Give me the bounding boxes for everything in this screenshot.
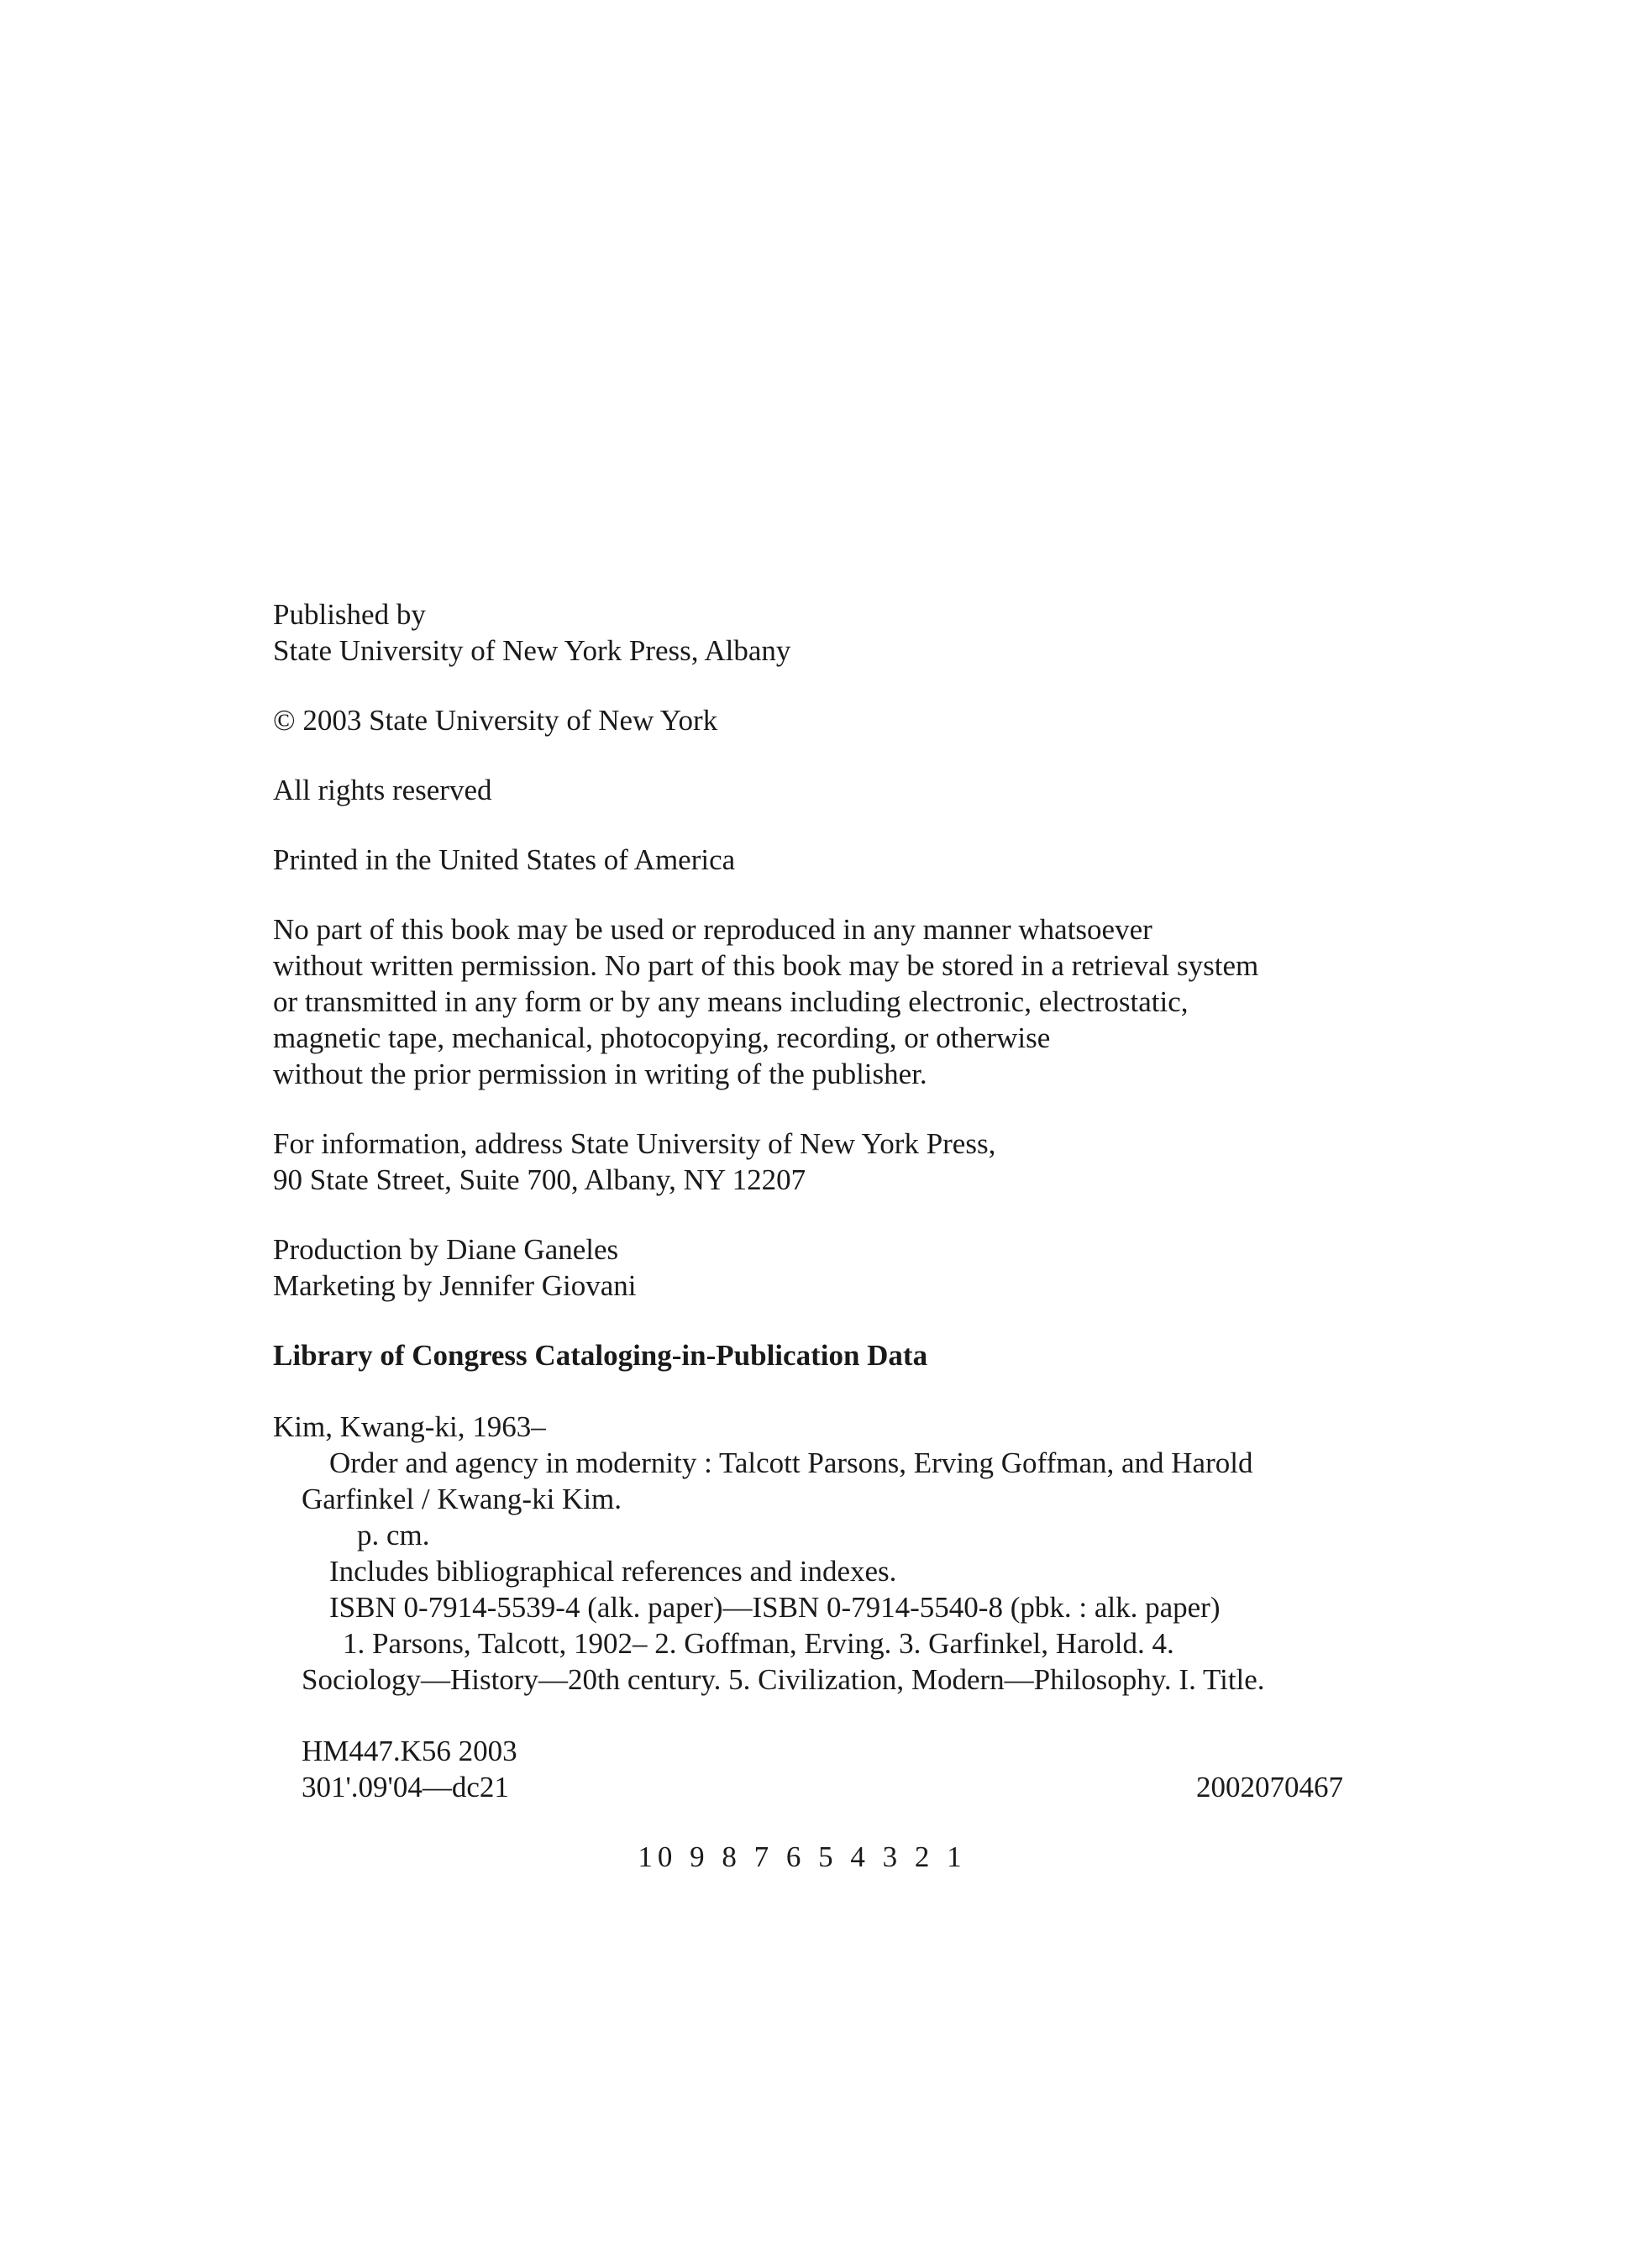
information-section	[273, 1126, 1382, 1198]
published-by-label: Published by	[273, 598, 426, 631]
call-numbers	[273, 1733, 1343, 1805]
publisher-name: State University of New York Press, Albany	[273, 634, 791, 667]
permission-notice	[273, 911, 1382, 1092]
publisher-section	[273, 596, 1382, 669]
copyright-notice: © 2003 State University of New York	[273, 704, 718, 737]
dewey-number: 301'.09'04—dc21	[302, 1771, 509, 1803]
cip-pages: p. cm.	[357, 1519, 430, 1551]
cip-author: Kim, Kwang-ki, 1963–	[273, 1410, 546, 1443]
cip-heading: Library of Congress Cataloging-in-Publication Data	[273, 1339, 928, 1372]
cip-record	[273, 1409, 1382, 1698]
permission-line: without written permission. No part of this book may be stored in a retrieval system	[273, 949, 1259, 982]
permission-line: without the prior permission in writing of the publisher.	[273, 1058, 927, 1090]
address-line: 90 State Street, Suite 700, Albany, NY 12207	[273, 1163, 806, 1196]
printed-in: Printed in the United States of America	[273, 843, 736, 876]
cip-title-continued: Garfinkel / Kwang-ki Kim.	[302, 1483, 622, 1515]
copyright-block	[273, 596, 1382, 1875]
permission-line: No part of this book may be used or reproduced in any manner whatsoever	[273, 913, 1152, 946]
copyright-section	[273, 702, 1382, 738]
permission-line: magnetic tape, mechanical, photocopying, recording, or otherwise	[273, 1021, 1051, 1054]
lccn-number: 2002070467	[1196, 1771, 1343, 1803]
marketing-credit: Marketing by Jennifer Giovani	[273, 1269, 637, 1302]
cip-subjects-continued: Sociology—History—20th century. 5. Civilization, Modern—Philosophy. I. Title.	[302, 1663, 1265, 1696]
cip-subjects: 1. Parsons, Talcott, 1902– 2. Goffman, Erving. 3. Garfinkel, Harold. 4.	[343, 1627, 1174, 1660]
printing-line: 10 9 8 7 6 5 4 3 2 1	[638, 1840, 967, 1873]
lc-call-number: HM447.K56 2003	[302, 1735, 517, 1767]
cip-isbn: ISBN 0-7914-5539-4 (alk. paper)—ISBN 0-7914-5540-8 (pbk. : alk. paper)	[329, 1591, 1221, 1624]
rights-reserved: All rights reserved	[273, 774, 492, 806]
production-credit: Production by Diane Ganeles	[273, 1233, 619, 1266]
cip-notes: Includes bibliographical references and indexes.	[329, 1555, 897, 1588]
rights-section	[273, 772, 1382, 808]
printed-section	[273, 842, 1382, 878]
permission-line: or transmitted in any form or by any means including electronic, electrostatic,	[273, 985, 1189, 1018]
credits-section	[273, 1231, 1382, 1304]
information-line: For information, address State University of New York Press,	[273, 1127, 996, 1160]
cip-title: Order and agency in modernity : Talcott Parsons, Erving Goffman, and Harold	[329, 1446, 1253, 1479]
